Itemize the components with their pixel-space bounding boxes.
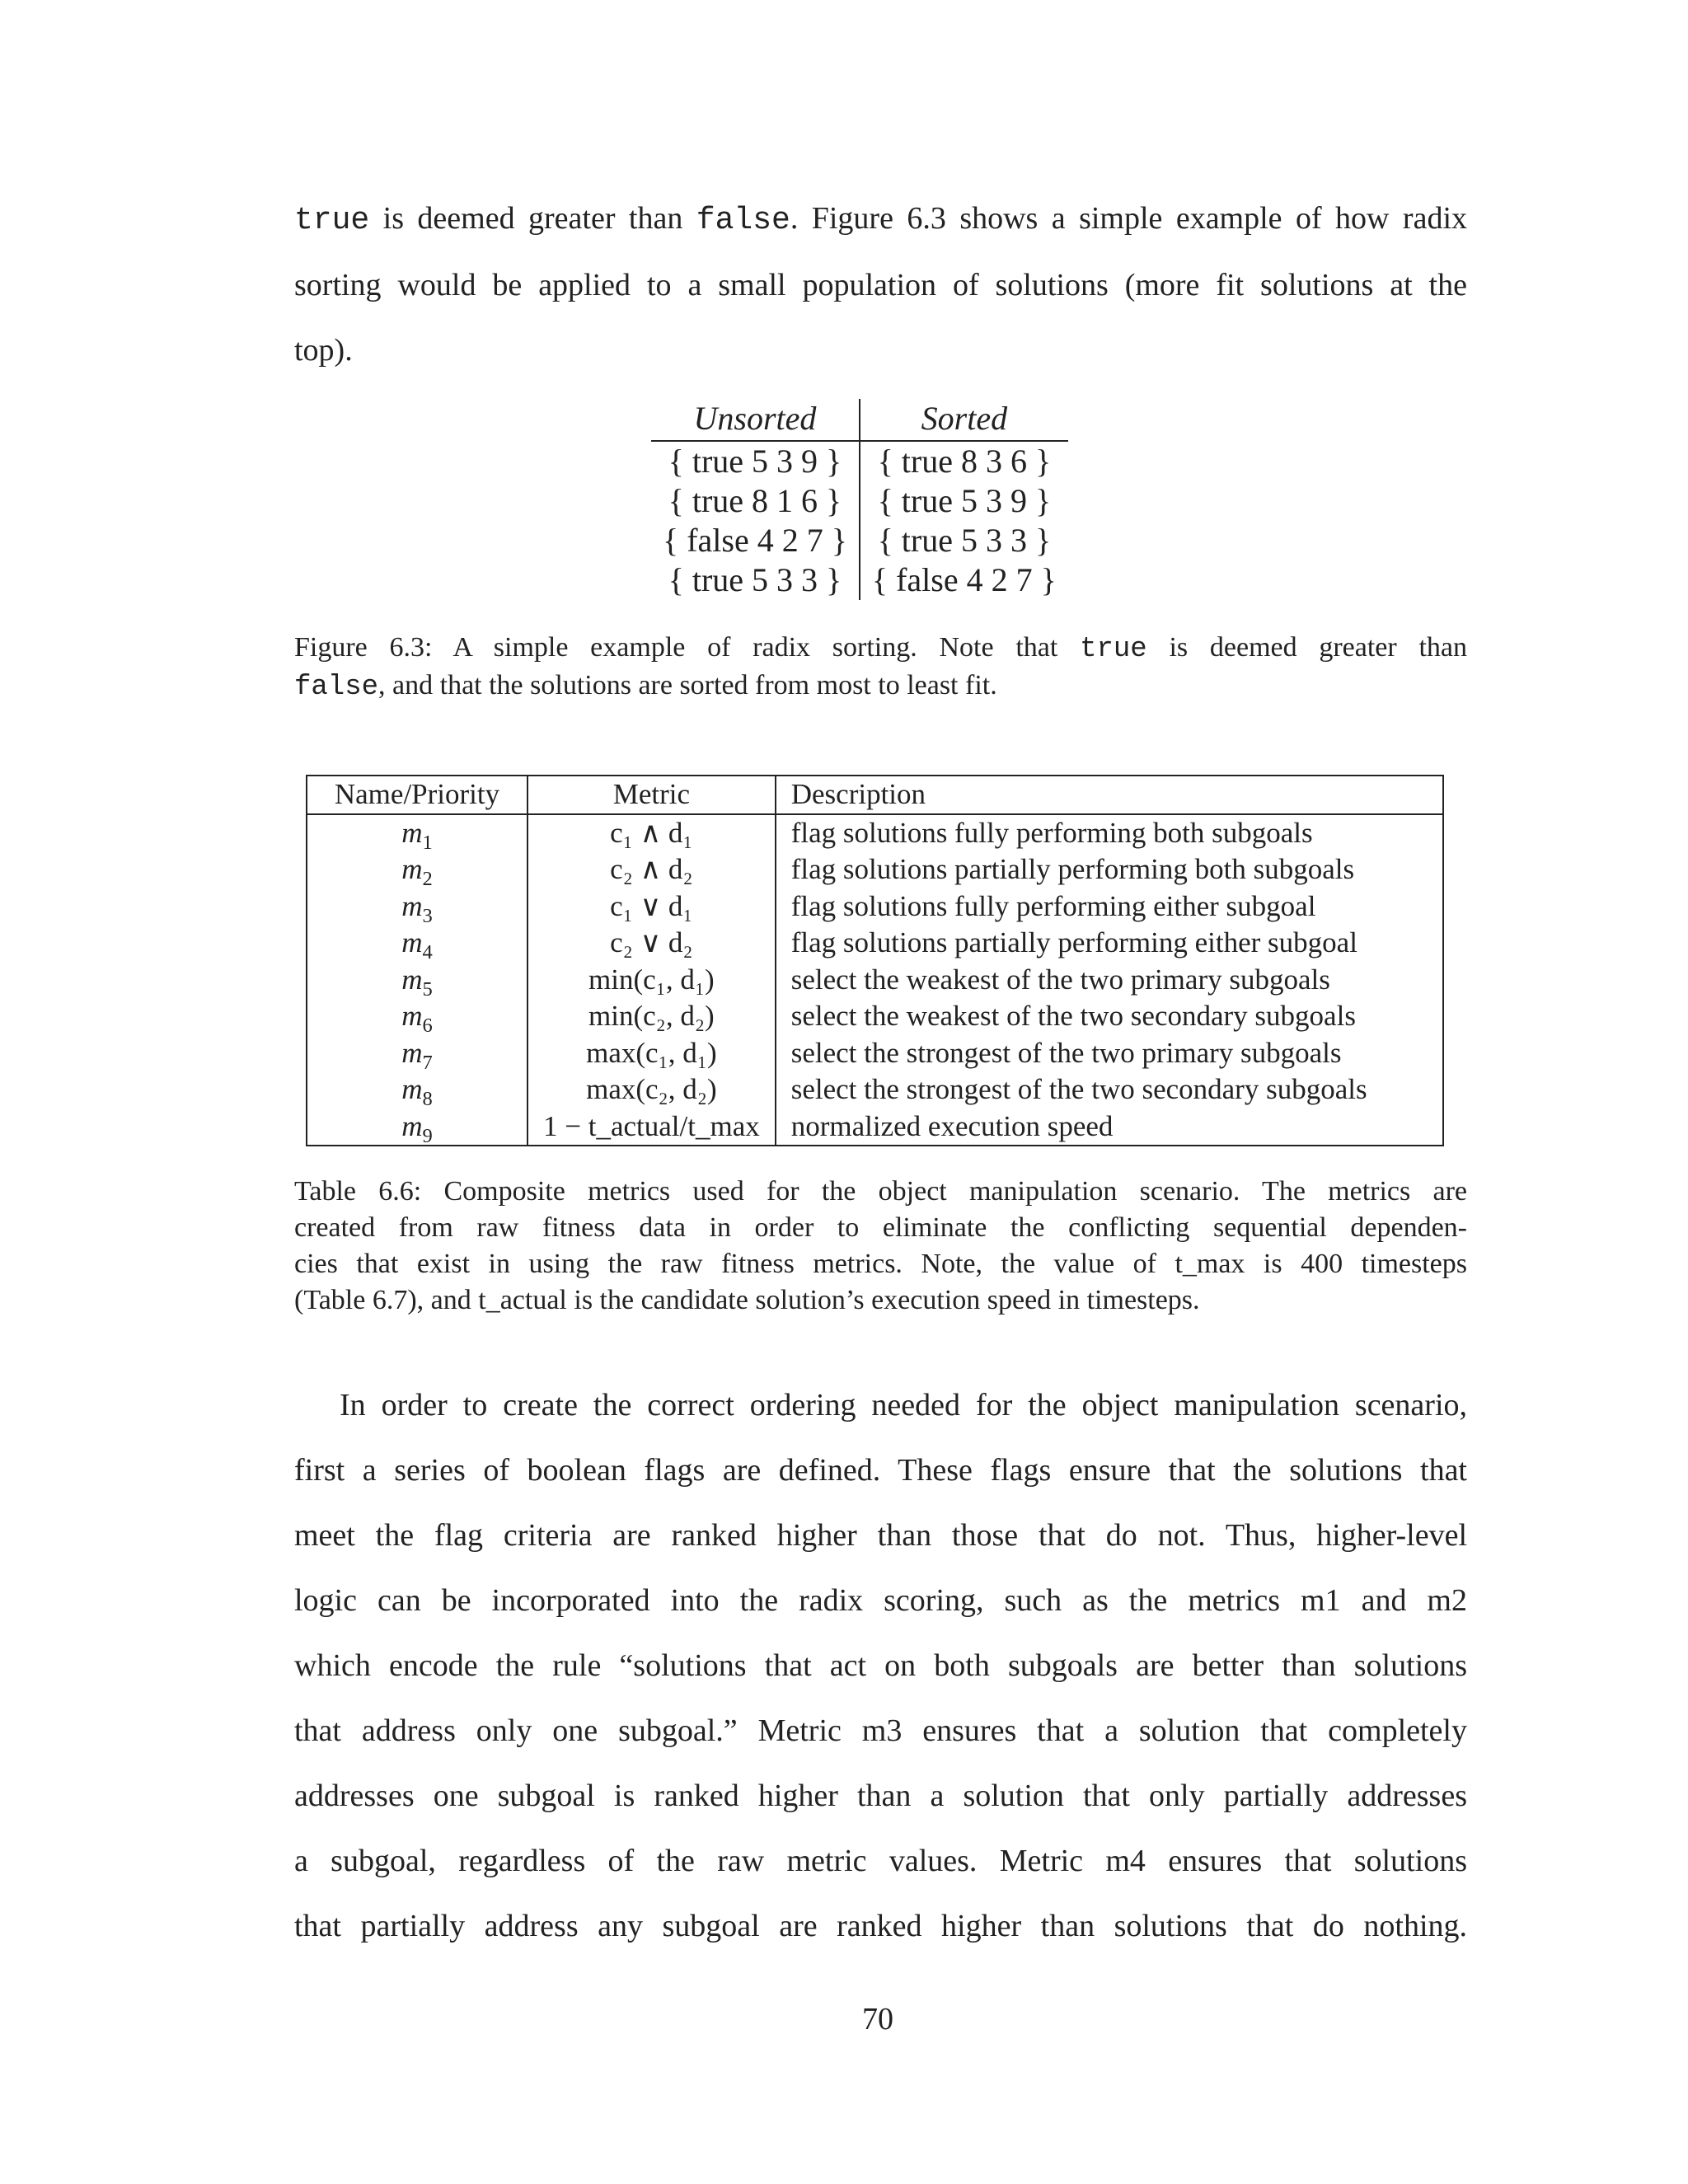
table-row bbox=[651, 481, 1068, 521]
table-row bbox=[307, 925, 1443, 962]
unsorted-cell: { false 4 2 7 } bbox=[651, 521, 860, 560]
column-header-name: Name/Priority bbox=[307, 776, 528, 814]
column-header-metric: Metric bbox=[528, 776, 776, 814]
table-row bbox=[307, 1108, 1443, 1146]
column-header-description: Description bbox=[776, 776, 1443, 814]
top-paragraph bbox=[294, 186, 1467, 383]
metric-description-cell: select the strongest of the two secondary subgoals bbox=[790, 1073, 1367, 1105]
figure-caption bbox=[294, 630, 1467, 705]
metric-name-cell: $m_9$ bbox=[307, 1108, 528, 1146]
metric-description-cell: flag solutions partially performing both subgoals bbox=[790, 853, 1355, 885]
paragraph-line: In order to create the correct ordering needed for the object manipulation scenario, bbox=[340, 1388, 1467, 1422]
sorted-cell: { false 4 2 7 } bbox=[871, 561, 1057, 598]
paragraph-line bbox=[294, 186, 1467, 253]
table-header-row bbox=[307, 776, 1443, 814]
caption-line: cies that exist in using the raw fitness metrics. Note, the value of t_max is 400 timesteps bbox=[294, 1249, 1467, 1279]
metric-description-cell: normalized execution speed bbox=[790, 1109, 1114, 1142]
paragraph-line: meet the flag criteria are ranked higher than those that do not. Thus, higher-level bbox=[294, 1518, 1467, 1553]
table-row bbox=[307, 998, 1443, 1035]
paragraph-line: first a series of boolean flags are defined. These flags ensure that the solutions that bbox=[294, 1453, 1467, 1488]
table-row bbox=[307, 1035, 1443, 1072]
metric-formula-cell: c₂ ∧ d₂ bbox=[528, 851, 776, 888]
paragraph-line: that address only one subgoal.” Metric m3 ensures that a solution that completely bbox=[294, 1713, 1467, 1748]
table-row bbox=[307, 851, 1443, 888]
metric-description-cell: flag solutions fully performing either subgoal bbox=[790, 889, 1316, 922]
metric-name-cell: $m_7$ bbox=[307, 1035, 528, 1072]
text-run: is deemed greater than bbox=[369, 201, 696, 236]
unsorted-cell: { true 5 3 9 } bbox=[651, 441, 860, 481]
metric-name-cell: $m_1$ bbox=[307, 814, 528, 852]
metric-formula-cell: max(c₂, d₂) bbox=[528, 1071, 776, 1108]
metric-description-cell: select the weakest of the two secondary subgoals bbox=[790, 1000, 1356, 1032]
unsorted-header: Unsorted bbox=[651, 399, 860, 441]
sorted-header: Sorted bbox=[860, 399, 1068, 441]
paragraph-line: logic can be incorporated into the radix scoring, such as the metrics m1 and m2 bbox=[294, 1583, 1467, 1618]
paragraph-line: sorting would be applied to a small population of solutions (more fit solutions at the bbox=[294, 268, 1467, 302]
caption-line bbox=[294, 630, 1467, 668]
caption-line: (Table 6.7), and t_actual is the candidate solution’s execution speed in timesteps. bbox=[294, 1285, 1200, 1315]
paragraph-line: that partially address any subgoal are ranked higher than solutions that do nothing. bbox=[294, 1909, 1467, 1943]
bottom-paragraph bbox=[294, 1373, 1467, 1959]
metric-name-cell: $m_2$ bbox=[307, 851, 528, 888]
sorted-cell: { true 8 3 6 } bbox=[877, 443, 1052, 480]
metric-formula-cell: min(c₁, d₁) bbox=[528, 962, 776, 999]
metric-description-cell: select the weakest of the two primary subgoals bbox=[790, 963, 1330, 996]
sorted-cell: { true 5 3 9 } bbox=[877, 482, 1052, 519]
code-true: true bbox=[1080, 634, 1147, 665]
metric-description-cell: flag solutions fully performing both subgoals bbox=[790, 816, 1313, 849]
metric-name-cell: $m_6$ bbox=[307, 998, 528, 1035]
text-run: . Figure 6.3 shows a simple example of how radix bbox=[790, 201, 1468, 236]
code-false: false bbox=[696, 203, 790, 238]
unsorted-cell: { true 8 1 6 } bbox=[651, 481, 860, 521]
text-run: Figure 6.3: A simple example of radix sorting. Note that bbox=[294, 632, 1081, 663]
unsorted-cell: { true 5 3 3 } bbox=[651, 560, 860, 600]
table-row bbox=[651, 521, 1068, 560]
metric-name-cell: $m_4$ bbox=[307, 925, 528, 962]
table-row bbox=[651, 560, 1068, 600]
metric-name-cell: $m_3$ bbox=[307, 888, 528, 926]
text-run: , and that the solutions are sorted from most to least fit. bbox=[378, 670, 997, 701]
code-false: false bbox=[294, 672, 379, 703]
paragraph-line: which encode the rule “solutions that act on both subgoals are better than solutions bbox=[294, 1648, 1467, 1683]
sorted-cell: { true 5 3 3 } bbox=[877, 522, 1052, 559]
table-row bbox=[307, 962, 1443, 999]
table-row bbox=[307, 1071, 1443, 1108]
metric-description-cell: flag solutions partially performing either subgoal bbox=[790, 926, 1357, 958]
metric-name-cell: $m_5$ bbox=[307, 962, 528, 999]
code-true: true bbox=[294, 203, 370, 238]
metric-formula-cell: c₁ ∧ d₁ bbox=[528, 814, 776, 852]
metric-formula-cell: c₁ ∨ d₁ bbox=[528, 888, 776, 926]
metric-description-cell: select the strongest of the two primary subgoals bbox=[790, 1036, 1342, 1069]
metrics-table bbox=[306, 775, 1444, 1146]
page-number: 70 bbox=[862, 2002, 893, 2036]
radix-sort-figure bbox=[651, 399, 1068, 600]
table-row bbox=[651, 441, 1068, 481]
caption-line: created from raw fitness data in order to eliminate the conflicting sequential dependen- bbox=[294, 1212, 1467, 1243]
table-row bbox=[307, 888, 1443, 926]
metric-name-cell: $m_8$ bbox=[307, 1071, 528, 1108]
metric-formula-cell: c₂ ∨ d₂ bbox=[528, 925, 776, 962]
table-row bbox=[307, 814, 1443, 852]
caption-line bbox=[294, 668, 1467, 705]
caption-line: Table 6.6: Composite metrics used for the object manipulation scenario. The metrics are bbox=[294, 1176, 1467, 1207]
paragraph-line: top). bbox=[294, 333, 353, 368]
metric-formula-cell: min(c₂, d₂) bbox=[528, 998, 776, 1035]
text-run: is deemed greater than bbox=[1146, 632, 1468, 663]
table-caption bbox=[294, 1174, 1467, 1319]
paragraph-line: a subgoal, regardless of the raw metric values. Metric m4 ensures that solutions bbox=[294, 1844, 1467, 1878]
metric-formula-cell: 1 − t_actual/t_max bbox=[528, 1108, 776, 1146]
paragraph-line: addresses one subgoal is ranked higher than a solution that only partially addresses bbox=[294, 1779, 1467, 1813]
metric-formula-cell: max(c₁, d₁) bbox=[528, 1035, 776, 1072]
